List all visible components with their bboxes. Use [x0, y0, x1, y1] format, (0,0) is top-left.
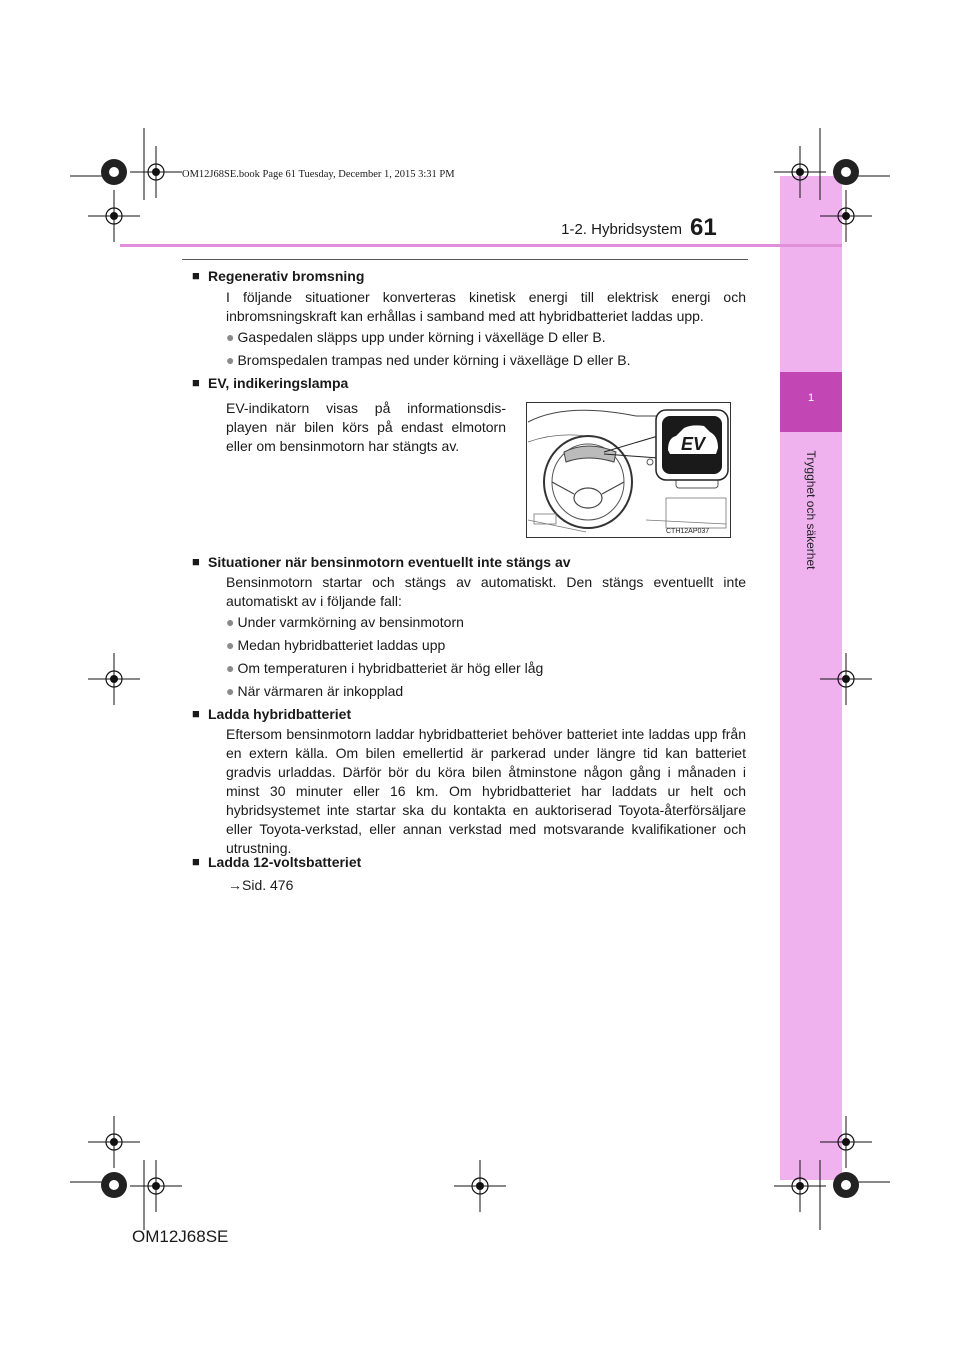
list-item: ● När värmaren är inkopplad [226, 683, 404, 699]
bullet-icon: ● [226, 329, 235, 345]
heading-square-icon: ■ [192, 268, 200, 283]
chapter-number: 1 [807, 392, 815, 404]
heading-text: EV, indikeringslampa [208, 375, 349, 391]
heading-square-icon: ■ [192, 554, 200, 569]
section-title: 1-2. Hybridsystem [561, 221, 682, 238]
page-reference-link[interactable]: →Sid. 476 [228, 877, 294, 893]
heading-square-icon: ■ [192, 375, 200, 390]
list-item: ● Medan hybridbatteriet laddas upp [226, 637, 446, 653]
heading-text: Ladda hybridbatteriet [208, 706, 352, 722]
heading-text: Situationer när bensinmotorn eventuellt inte stängs av [208, 554, 571, 570]
bullet-icon: ● [226, 352, 235, 368]
list-item: ● Under varmkörning av bensinmotorn [226, 614, 464, 630]
bullet-icon: ● [226, 614, 235, 630]
list-item: ● Gaspedalen släpps upp under körning i växelläge D eller B. [226, 329, 606, 345]
engine-text: Bensinmotorn startar och stängs av automatiskt. Den stängs eventuellt inte automatiskt av i följande fall: [226, 574, 746, 609]
heading-text: Ladda 12-voltsbatteriet [208, 854, 362, 870]
list-item: ● Bromspedalen trampas ned under körning i växelläge D eller B. [226, 352, 631, 368]
chapter-title: Trygghet och säkerhet [804, 450, 818, 570]
list-item: ● Om temperaturen i hybridbatteriet är hög eller låg [226, 660, 544, 676]
charge-hybrid-text: Eftersom bensinmotorn laddar hybridbatteriet behöver batteriet inte laddas upp från en extern källa. Om bilen emellertid är parkerad under längre tid kan batteriet gradvis urladdas. Därför bör du köra bilen åtminstone någon gång i månaden i minst 30 minuter eller 16 km. Om hybridbatteriet har laddats ur helt och hybridsystemet inte startar ska du kontakta en auktoriserad Toyota-återförsäljare eller Toyota-verkstad, eller annan verkstad med motsvarande kvalifikationer och utrustning. [226, 726, 746, 856]
heading-text: Regenerativ bromsning [208, 268, 365, 284]
heading-square-icon: ■ [192, 706, 200, 721]
regen-text: I följande situationer konverteras kinetisk energi till elektrisk energi och inbromsningskraft kan erhållas i samband med att hybridbatteriet laddas upp. [226, 289, 746, 324]
heading-square-icon: ■ [192, 854, 200, 869]
bullet-icon: ● [226, 637, 235, 653]
manual-code: OM12J68SE [132, 1227, 229, 1246]
ev-text: EV-indikatorn visas på informationsdis-playen när bilen körs på endast elmotorn eller om bensinmotorn har stängts av. [226, 400, 506, 454]
page-number: 61 [690, 214, 717, 241]
bullet-icon: ● [226, 660, 235, 676]
bullet-icon: ● [226, 683, 235, 699]
ev-indicator-label: EV [680, 434, 706, 454]
book-stamp: OM12J68SE.book Page 61 Tuesday, December 1, 2015 3:31 PM [182, 169, 455, 180]
image-code: CTH12AP037 [666, 528, 710, 535]
